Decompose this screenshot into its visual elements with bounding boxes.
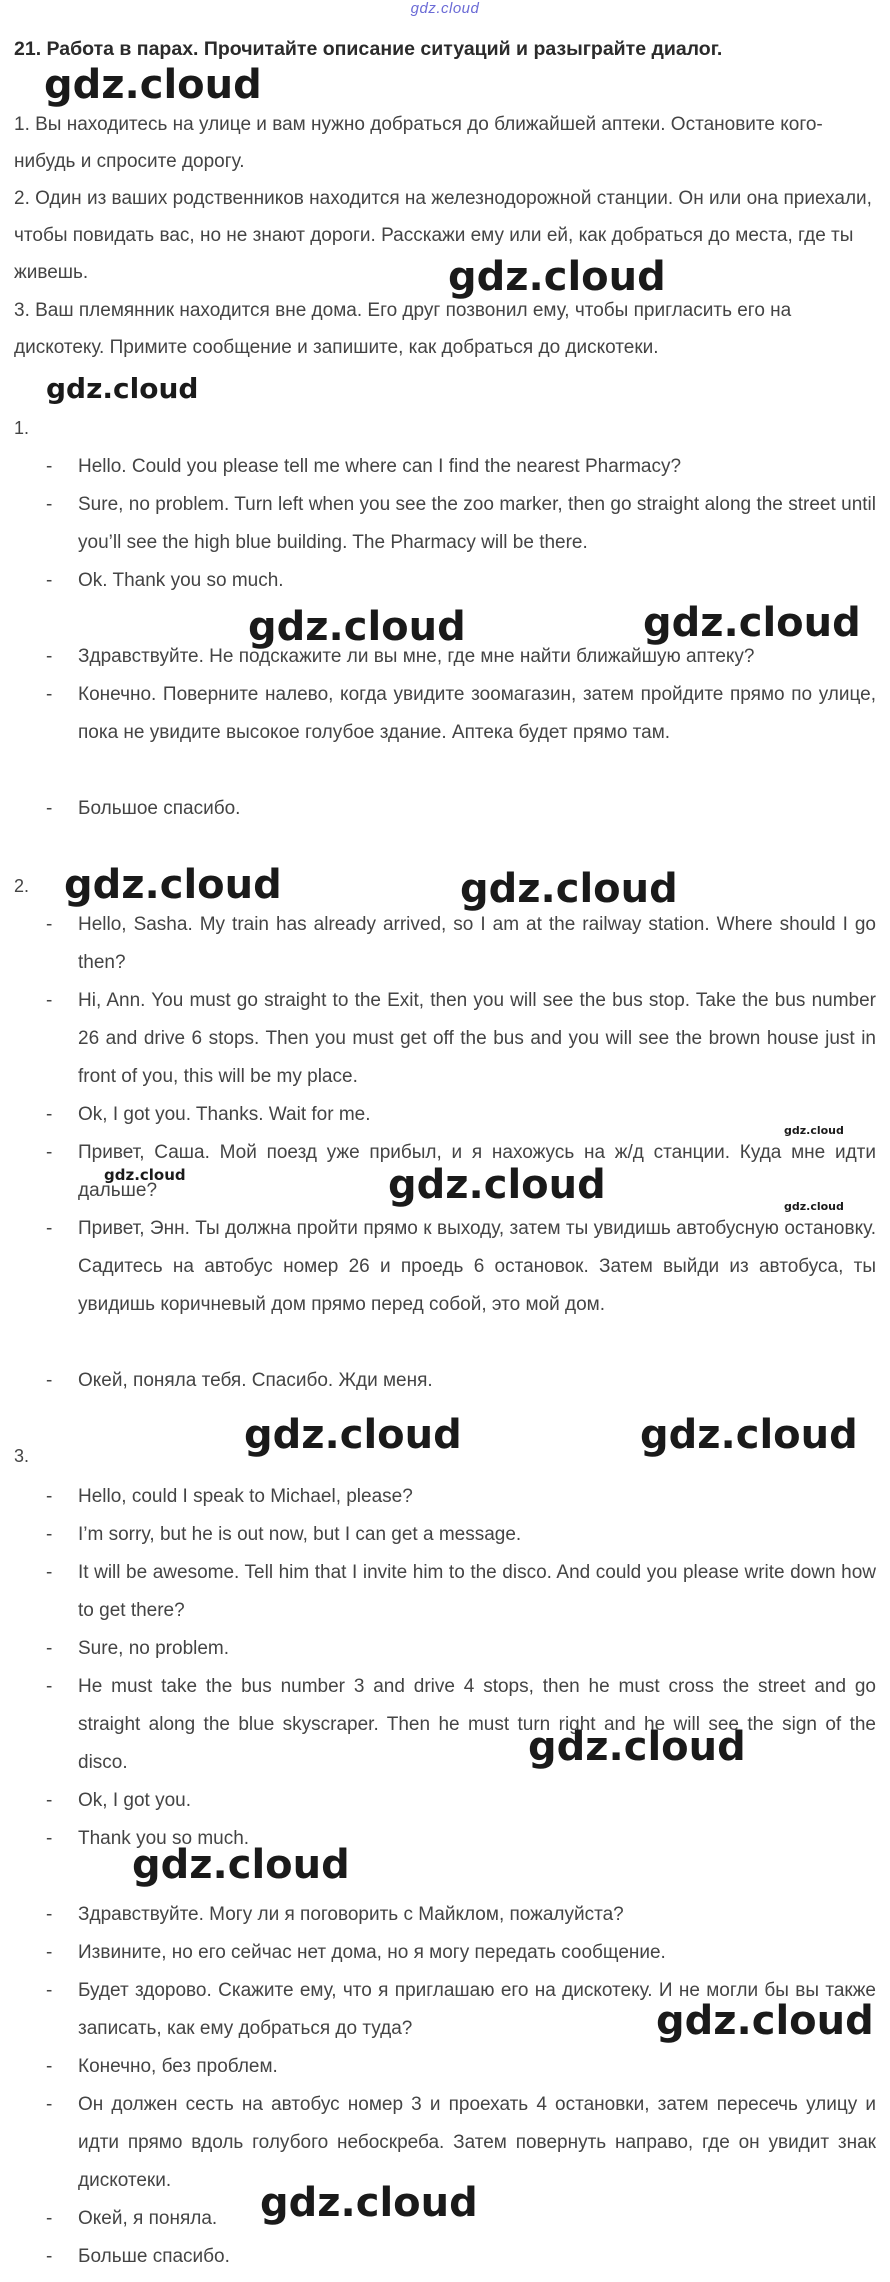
dash: - (46, 1142, 53, 1163)
dash: - (46, 1904, 53, 1925)
dialog-line: - Извините, но его сейчас нет дома, но я могу передать сообщение. (46, 1934, 876, 1972)
watermark: gdz.cloud (64, 862, 282, 908)
dash: - (46, 1676, 53, 1697)
watermark: gdz.cloud (248, 604, 466, 650)
dash: - (46, 1524, 53, 1545)
dialog-line: - Будет здорово. Скажите ему, что я приглашаю его на дискотеку. И не могли бы вы также записать, как ему добраться до туда? (46, 1972, 876, 2048)
section-number-2: 2. (14, 876, 30, 896)
dialog-line: - Sure, no problem. Turn left when you see the zoo marker, then go straight along the street until you’ll see the high blue building. The Pharmacy will be there. (46, 486, 876, 562)
dash: - (46, 990, 53, 1011)
dialog-line: - Большое спасибо. (46, 790, 876, 828)
dash: - (46, 1942, 53, 1963)
dash: - (46, 2246, 53, 2267)
top-watermark: gdz.cloud (410, 0, 480, 17)
dialog-line: - Привет, Энн. Ты должна пройти прямо к выходу, затем ты увидишь автобусную остановку. Садитесь на автобус номер 26 и проедь 6 остановок. Затем выйди из автобуса, ты увидишь коричневый дом прямо перед собой, это мой дом. (46, 1210, 876, 1324)
dialog-line: - Hello, Sasha. My train has already arrived, so I am at the railway station. Where should I go then? (46, 906, 876, 982)
watermark: gdz.cloud (104, 1166, 186, 1184)
watermark: gdz.cloud (656, 1998, 874, 2044)
dialog-line: - Он должен сесть на автобус номер 3 и проехать 4 остановки, затем пересечь улицу и идти прямо вдоль голубого небоскреба. Затем повернуть направо, где он увидит знак дискотеки. (46, 2086, 876, 2200)
dash: - (46, 914, 53, 935)
dialog-line: - Больше спасибо. (46, 2238, 876, 2276)
dash: - (46, 1370, 53, 1391)
dialog-line: - Ok. Thank you so much. (46, 562, 876, 600)
dialog-line: - Здравствуйте. Не подскажите ли вы мне, где мне найти ближайшую аптеку? (46, 638, 876, 676)
dialog-line: - Ok, I got you. Thanks. Wait for me. (46, 1096, 876, 1134)
dash: - (46, 1980, 53, 2001)
dialog-line: - Конечно, без проблем. (46, 2048, 876, 2086)
dash: - (46, 2094, 53, 2115)
dialog-line: - Hello, could I speak to Michael, please? (46, 1478, 876, 1516)
watermark: gdz.cloud (640, 1412, 858, 1458)
dialog-line: - Thank you so much. (46, 1820, 876, 1858)
dialog-line: - It will be awesome. Tell him that I invite him to the disco. And could you please write down how to get there? (46, 1554, 876, 1630)
dash: - (46, 684, 53, 705)
task-3: 3. Ваш племянник находится вне дома. Его друг позвонил ему, чтобы пригласить его на дискотеку. Примите сообщение и запишите, как добраться до дискотеки. (14, 300, 792, 358)
watermark: gdz.cloud (132, 1842, 350, 1888)
dash: - (46, 494, 53, 515)
dash: - (46, 2208, 53, 2229)
section-number-1: 1. (14, 418, 30, 438)
watermark: gdz.cloud (784, 1124, 844, 1137)
dash: - (46, 570, 53, 591)
task-2: 2. Один из ваших родственников находится на железнодорожной станции. Он или она приехали, чтобы повидать вас, но не знают дороги. Расскажи ему или ей, как добраться до места, где ты живешь. (14, 188, 872, 283)
dash: - (46, 1562, 53, 1583)
watermark: gdz.cloud (260, 2180, 478, 2226)
dash: - (46, 1790, 53, 1811)
dash: - (46, 1218, 53, 1239)
dash: - (46, 1638, 53, 1659)
dialog-line: - Здравствуйте. Могу ли я поговорить с Майклом, пожалуйста? (46, 1896, 876, 1934)
dialog-line: - Окей, поняла тебя. Спасибо. Жди меня. (46, 1362, 876, 1400)
dialog-line: - Hi, Ann. You must go straight to the Exit, then you will see the bus stop. Take the bus number 26 and drive 6 stops. Then you must get off the bus and you will see the brown house just in front of you, this will be my place. (46, 982, 876, 1096)
watermark: gdz.cloud (388, 1162, 606, 1208)
dialog-line: - Hello. Could you please tell me where can I find the nearest Pharmacy? (46, 448, 876, 486)
watermark: gdz.cloud (784, 1200, 844, 1213)
dash: - (46, 798, 53, 819)
watermark: gdz.cloud (460, 866, 678, 912)
dialog-line: - Sure, no problem. (46, 1630, 876, 1668)
dialog-line: - Привет, Саша. Мой поезд уже прибыл, и я нахожусь на ж/д станции. Куда мне идти дальше? (46, 1134, 876, 1210)
watermark: gdz.cloud (46, 372, 199, 405)
dialog-line: - Окей, я поняла. (46, 2200, 876, 2238)
dash: - (46, 1104, 53, 1125)
exercise-heading: 21. Работа в парах. Прочитайте описание ситуаций и разыграйте диалог. (14, 38, 723, 60)
watermark: gdz.cloud (448, 254, 666, 300)
dialog-line: - Конечно. Поверните налево, когда увидите зоомагазин, затем пройдите прямо по улице, пока не увидите высокое голубое здание. Аптека будет прямо там. (46, 676, 876, 752)
task-1: 1. Вы находитесь на улице и вам нужно добраться до ближайшей аптеки. Остановите кого-нибудь и спросите дорогу. (14, 114, 823, 172)
watermark: gdz.cloud (244, 1412, 462, 1458)
section-number-3: 3. (14, 1446, 30, 1466)
dash: - (46, 646, 53, 667)
watermark: gdz.cloud (643, 600, 861, 646)
watermark: gdz.cloud (528, 1724, 746, 1770)
dash: - (46, 1486, 53, 1507)
dash: - (46, 456, 53, 477)
dash: - (46, 2056, 53, 2077)
dialog-line: - He must take the bus number 3 and drive 4 stops, then he must cross the street and go straight along the blue skyscraper. Then he must turn right and he will see the sign of the disco. (46, 1668, 876, 1782)
dialog-line: - Ok, I got you. (46, 1782, 876, 1820)
dash: - (46, 1828, 53, 1849)
watermark: gdz.cloud (44, 62, 262, 108)
dialog-line: - I’m sorry, but he is out now, but I can get a message. (46, 1516, 876, 1554)
